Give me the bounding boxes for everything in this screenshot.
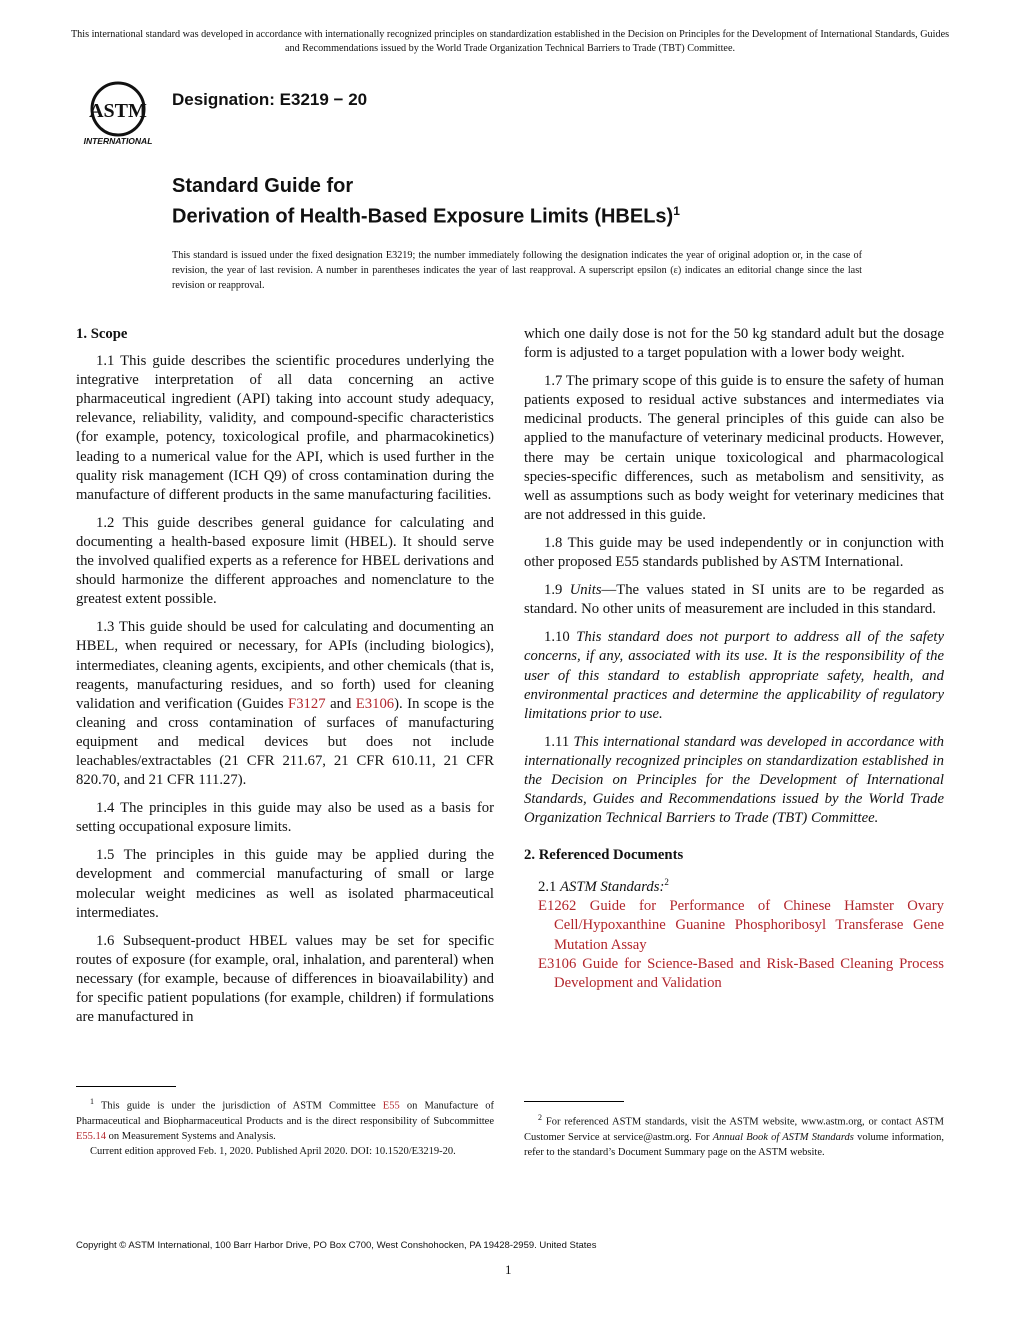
link-e3106[interactable]: E3106 [355,695,395,712]
footnote-2: $^2$ For referenced ASTM standards, visit the ASTM website, www.astm.org, or contact ASTM Customer Service at service@astm.org. For Annual Book of ASTM Standards volume information, refer to the standard’s Document Summary page on the ASTM website. [524,1113,944,1158]
document-title [172,174,972,230]
section-2-heading: 2. Referenced Documents [524,847,684,864]
issue-note: This standard is issued under the fixed designation E3219; the number immediately following the designation indicates the year of original adoption or, in the case of revision, the year of last revision. A number in parentheses indicates the year of last reapproval. A superscript epsilon (ε) indicates an editorial change since the last revision or reapproval. [172,250,862,291]
para-1-6: 1.6 Subsequent-product HBEL values may be set for specific routes of exposure (for example, oral, inhalation, and parenteral) when necessary (for example, because of differences in bioavailability) and for specific patient populations (for example, children) if formulations are manufactured in [76,932,494,1026]
title-footnote-mark: 1 [673,204,680,218]
para-1-2: 1.2 This guide describes general guidance for calculating and documenting a health-based exposure limit (HBEL). It should serve the involved qualified experts as a reference for HBEL derivations and should harmonize the different approaches and nomenclature to the greatest extent possible. [76,514,494,608]
right-column [524,325,944,993]
astm-logo-icon [74,80,164,146]
link-f3127[interactable]: F3127 [288,695,326,712]
link-e55-14[interactable]: E55.14 [76,1130,107,1142]
astm-standards-subheading: 2.1 ASTM Standards:$^2$ [538,877,669,896]
para-1-8: 1.8 This guide may be used independently or in conjunction with other proposed E55 standards published by ASTM International. [524,534,944,571]
para-1-4: 1.4 The principles in this guide may also be used as a basis for setting occupational exposure limits. [76,800,494,836]
para-1-6-continued: which one daily dose is not for the 50 kg standard adult but the dosage form is adjusted to a target population with a lower body weight. [524,326,944,362]
link-e3106-ref[interactable]: E3106 [538,955,577,972]
para-1-10: 1.10 This standard does not purport to address all of the safety concerns, if any, associated with its use. It is the responsibility of the user of this standard to establish appropriate safety, health, and environmental practices and determine the applicability of regulatory limitations prior to use. [524,629,945,722]
section-1-heading: 1. Scope [76,326,128,342]
reference-item [524,955,944,993]
link-e55[interactable]: E55 [382,1100,400,1112]
astm-logo [74,80,164,146]
copyright-footer: Copyright © ASTM International, 100 Barr Harbor Drive, PO Box C700, West Conshohocken, PA 19428-2959. United States [76,1240,597,1251]
logo-text: ASTM [89,100,147,122]
reference-title[interactable]: Guide for Science-Based and Risk-Based Cleaning Process Development and Validation [554,955,944,991]
designation: Designation: E3219 − 20 [172,90,368,109]
para-1-3: 1.3 This guide should be used for calculating and documenting an HBEL, when required or necessary, for APIs (including biologics), intermediates, cleaning agents, excipients, and other chemicals (that is, reagents, manufacturing residues, and so forth) used for cleaning validation and verification (Guides F3127 and E3106). In scope is the cleaning and cross contamination of surfaces of manufacturing equipment and medical devices but does not include leachables/extractables (21 CFR 211.67, 21 CFR 610.11, 21 CFR 820.70, and 21 CFR 111.27). [76,619,495,789]
para-1-9: 1.9 Units—The values stated in SI units are to be regarded as standard. No other units of measurement are included in this standard. [524,582,944,618]
footnote-rule-left [76,1086,176,1087]
page-number: 1 [505,1262,512,1277]
logo-subtext: INTERNATIONAL [83,136,153,146]
footnote-rule-right [524,1101,624,1102]
para-1-11: 1.11 This international standard was developed in accordance with internationally recognized principles on standardization established in the Decision on Principles for the Development of International Standards, Guides and Recommendations issued by the World Trade Organization Technical Barriers to Trade (TBT) Committee. [524,733,945,827]
top-notice: This international standard was developed in accordance with internationally recognized principles on standardization established in the Decision on Principles for the Development of International Standards, Guides and Recommendations issued by the World Trade Organization Technical Barriers to Trade (TBT) Committee. [70,29,950,54]
left-column [76,325,494,1036]
footnote-1: $^1$ This guide is under the jurisdiction of ASTM Committee E55 on Manufacture of Pharmaceutical and Biopharmaceutical Products and is the direct responsibility of Subcommittee E55.14 on Measurement Systems and Analysis. Current edition approved Feb. 1, 2020. Published April 2020. DOI: 10.1520/E3219-20. [76,1097,495,1157]
para-1-1: 1.1 This guide describes the scientific procedures underlying the integrative interpretation of all data concerning an active pharmaceutical ingredient (API) taking into account study adequacy, relevance, reliability, validity, and compound-specific characteristics (for example, potency, toxicological profile, and pharmacokinetics) leading to a numerical value for the API, which is used further in the quality risk management (ICH Q9) of cross contamination during the manufacture of different products in the same manufacturing facilities. [76,353,494,503]
title-line-2: Derivation of Health-Based Exposure Limits (HBELs)$^1$ [172,204,680,228]
link-e1262[interactable]: E1262 [538,898,577,915]
reference-title[interactable]: Guide for Performance of Chinese Hamster Ovary Cell/Hypoxanthine Guanine Phosphoribosyl Transferase Gene Mutation Assay [554,898,944,953]
title-line-1: Standard Guide for [172,175,354,197]
reference-item [524,897,944,954]
footnote-1-edition: Current edition approved Feb. 1, 2020. Published April 2020. DOI: 10.1520/E3219-20. [90,1145,456,1157]
para-1-5: 1.5 The principles in this guide may be applied during the development and commercial manufacturing of small or large molecular weight medicines as well as isolated pharmaceutical intermediates. [76,847,494,921]
para-1-7: 1.7 The primary scope of this guide is to ensure the safety of human patients exposed to residual active substances and intermediates via medicinal products. The general principles of this guide can also be applied to the manufacture of veterinary medicinal products. However, there may be certain unique toxicological and pharmacological species-specific differences, such as metabolism and sensitivity, as well as assumptions such as body weight for veterinary medicines that are not addressed in this guide. [524,373,944,523]
